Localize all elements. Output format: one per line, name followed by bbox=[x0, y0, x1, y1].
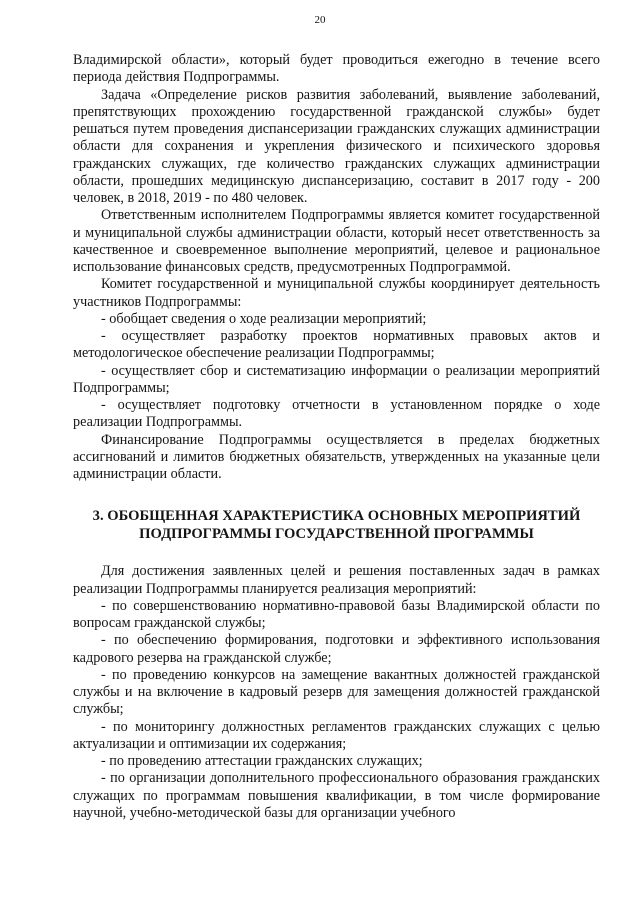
list-item: - по проведению конкурсов на замещение вакантных должностей гражданской службы и на включение в кадровый резерв для замещения должностей гражданской службы; bbox=[73, 666, 600, 718]
list-item: - по организации дополнительного профессионального образования гражданских служащих по программам повышения квалификации, в том числе формирование научной, учебно-методической базы для организации учебного bbox=[73, 770, 600, 821]
paragraph: Комитет государственной и муниципальной службы координирует деятельность участников Подпрограммы: bbox=[73, 276, 600, 310]
list-item: - по проведению аттестации гражданских служащих; bbox=[101, 753, 423, 769]
document-body bbox=[73, 52, 600, 822]
paragraphs-after bbox=[73, 563, 600, 822]
section-heading-line-2: ПОДПРОГРАММЫ ГОСУДАРСТВЕННОЙ ПРОГРАММЫ bbox=[139, 526, 534, 543]
list-item: - осуществляет подготовку отчетности в установленном порядке о ходе реализации Подпрограммы. bbox=[73, 397, 600, 431]
page-number: 20 bbox=[314, 14, 326, 26]
paragraph: Ответственным исполнителем Подпрограммы является комитет государственной и муниципальной службы администрации области, который несет ответственность за качественное и своевременное выполнение мероприятий, целевое и рациональное использование финансовых средств, предусмотренных Подпрограммой. bbox=[73, 207, 600, 275]
paragraphs-before bbox=[73, 52, 600, 483]
section-heading-line-1: 3. ОБОБЩЕННАЯ ХАРАКТЕРИСТИКА ОСНОВНЫХ МЕРОПРИЯТИЙ bbox=[92, 508, 581, 525]
paragraph: Владимирской области», который будет проводиться ежегодно в течение всего периода действия Подпрограммы. bbox=[73, 52, 600, 86]
list-item: - осуществляет сбор и систематизацию информации о реализации мероприятий Подпрограммы; bbox=[73, 362, 600, 396]
list-item: - осуществляет разработку проектов нормативных правовых актов и методологическое обеспечение реализации Подпрограммы; bbox=[73, 328, 600, 362]
list-item: - по совершенствованию нормативно-правовой базы Владимирской области по вопросам гражданской службы; bbox=[73, 597, 600, 631]
section-heading bbox=[73, 507, 600, 543]
list-item: - обобщает сведения о ходе реализации мероприятий; bbox=[101, 310, 427, 327]
list-item: - по мониторингу должностных регламентов гражданских служащих с целью актуализации и оптимизации их содержания; bbox=[73, 718, 600, 752]
list-item: - по обеспечению формирования, подготовки и эффективного использования кадрового резерва на гражданской службе; bbox=[73, 632, 600, 666]
paragraph: Задача «Определение рисков развития заболеваний, выявление заболеваний, препятствующих прохождению государственной гражданской службы» будет решаться путем проведения диспансеризации гражданских служащих администрации области для сохранения и укрепления физического и психического здоровья гражданских служащих, где количество гражданских служащих администрации области, прошедших медицинскую диспансеризацию, составит в 2017 году - 200 человек, в 2018, 2019 - по 480 человек. bbox=[73, 86, 600, 206]
paragraph: Для достижения заявленных целей и решения поставленных задач в рамках реализации Подпрограммы планируется реализация мероприятий: bbox=[73, 563, 600, 597]
paragraph: Финансирование Подпрограммы осуществляется в пределах бюджетных ассигнований и лимитов бюджетных обязательств, утвержденных на указанные цели администрации области. bbox=[73, 431, 600, 482]
